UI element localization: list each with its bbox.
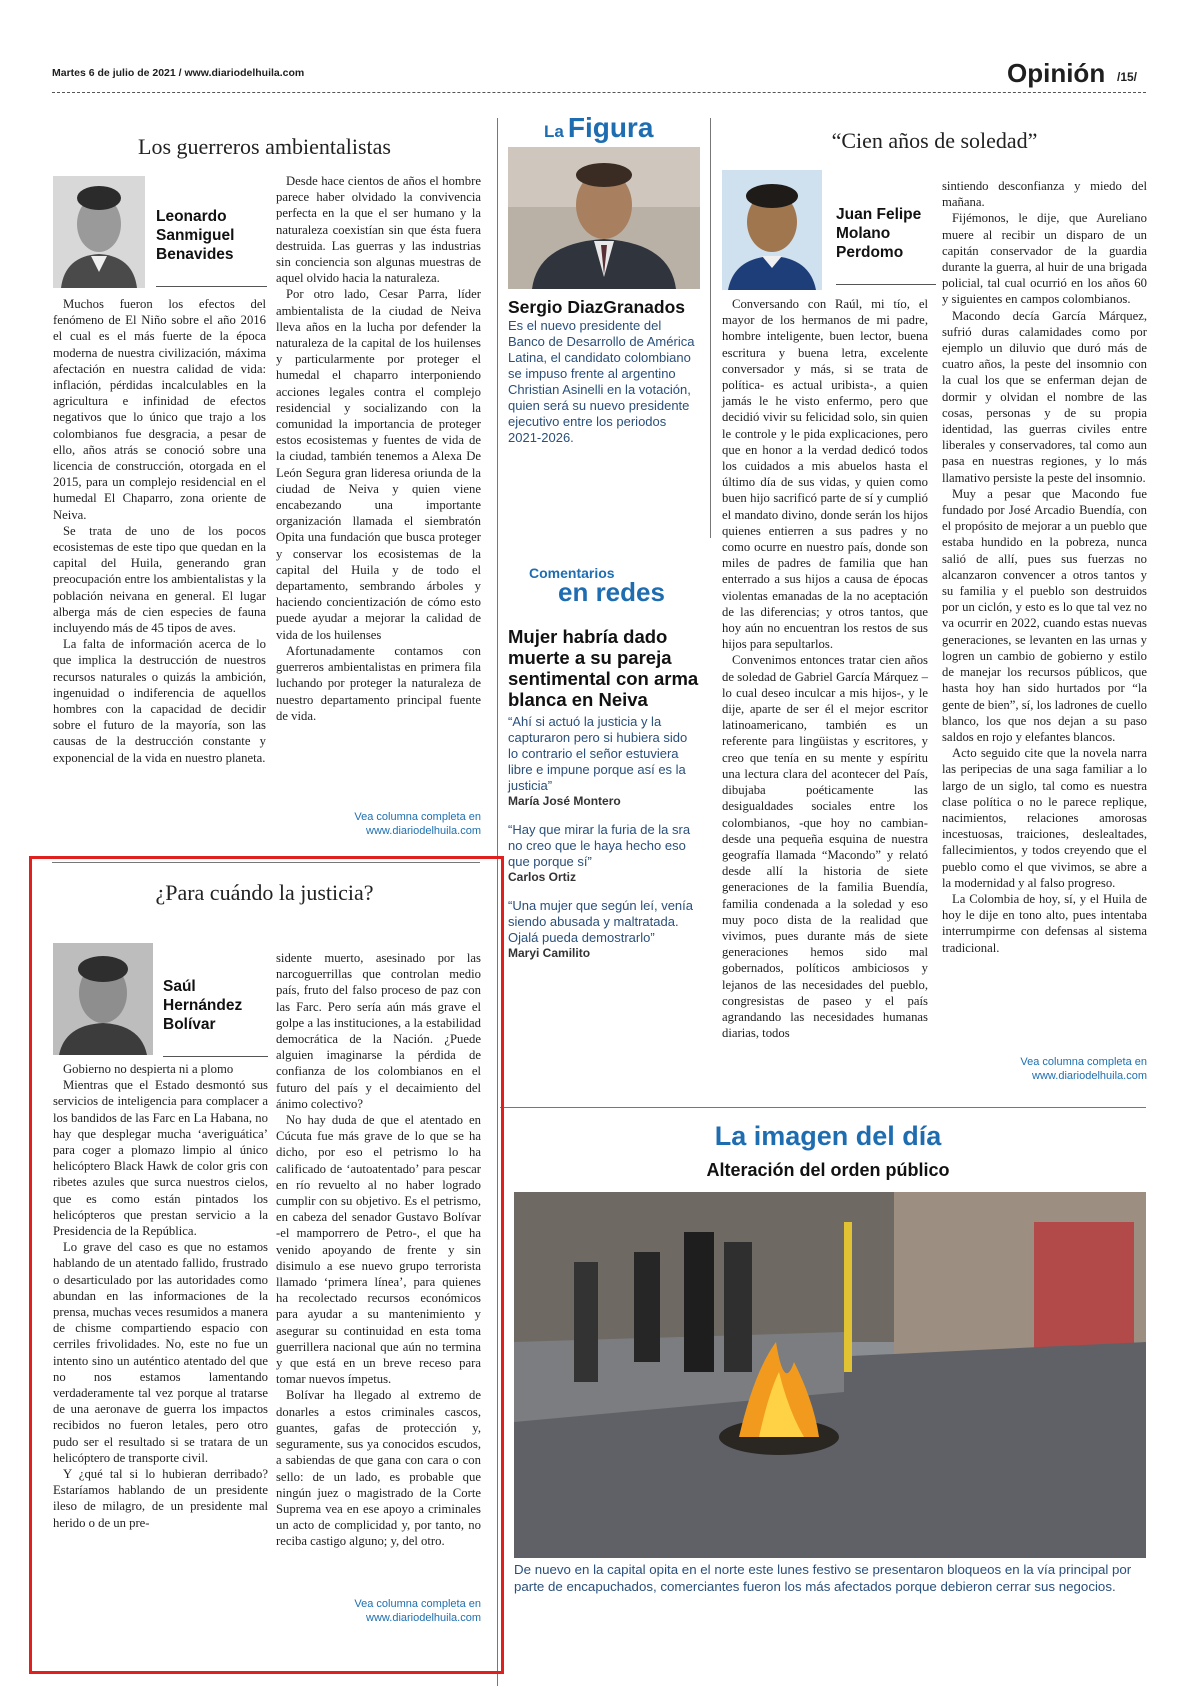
comment-item <box>508 822 698 884</box>
imagen-title: La imagen del día <box>714 1121 942 1151</box>
comment-list <box>508 714 698 960</box>
article2-column-2 <box>276 950 481 1550</box>
more-link-url[interactable]: www.diariodelhuila.com <box>366 1612 481 1624</box>
paragraph: Acto seguido cite que la novela narra las peripecias de una saga familiar a lo largo de un siglo, tal como es nuestra clase política o no le parece replique, nacimientos, relaciones amorosas incestuosas, traiciones, deslealtades, fallecimientos, y todos creyendo que el pueblo como el que vivimos, se abre a la modernidad y al falso progreso. <box>942 746 1147 890</box>
figura-logo-la: La <box>544 122 564 141</box>
comment-text: “Ahí si actuó la justicia y la capturaron pero si hubiera sido lo contrario el señor estuviera libre e impune porque así es la justicia” <box>508 714 688 793</box>
figura-logo-word: Figura <box>567 112 654 143</box>
paragraph: No hay duda de que el atentado en Cúcuta fue más grave de lo que se ha dicho, por eso el petrismo lo ha calificado de ‘autoatentado’ para pescar en río revuelto al no haber logrado cumplir con su objetivo. Es el petrismo, en cabeza del senador Gustavo Bolívar -el mamporrero de Petro-, el que ha venido apoyando de frente y sin disimulo a ese nuevo grupo terrorista llamado ‘primera línea’, para quienes ha recolectado recursos económicos para ayudar a su mantenimiento y asegurar su continuidad en esta toma guerrillera nacional que aún no termina y que está en un breve receso para tomar nuevos ímpetus. <box>276 1113 481 1387</box>
paragraph: Gobierno no despierta ni a plomo <box>63 1062 234 1076</box>
paragraph: Muchos fueron los efectos del fenómeno de El Niño sobre el año 2016 el cual es el más fuerte de la época moderna de nuestra civilización, máxima afectación en nuestra calidad de vida: inflación, pérdidas incalculables en la agricultura e infinidad de efectos negativos que lo único que trajo a los colombianos fue desgracia, a pesar de ello, años atrás se conoció sobre una licencia de construcción, otorgada en el 2015, para un complejo residencial en el humedal El Chaparro, zona oriente de Neiva. <box>53 297 266 522</box>
paragraph: Afortunadamente contamos con guerreros ambientalistas en primera fila luchando por proteger la naturaleza de nuestro departamento principal fuente de vida. <box>276 643 481 723</box>
figura-photo <box>508 147 700 289</box>
paragraph: La falta de información acerca de lo que implica la destrucción de nuestros recursos naturales o quizás la ambición, ingenuidad o indiferencia de aquellos hombres con la capacidad de decidir sobre el futuro de la mayoría, son las causas de la destrucción constante y exponencial de la vida en nuestro planeta. <box>53 637 266 765</box>
article2-more-link[interactable] <box>300 1597 481 1625</box>
article1-author: Leonardo Sanmiguel Benavides <box>156 208 235 263</box>
figura-text: Es el nuevo presidente del Banco de Desarrollo de América Latina, el candidato colombiano se impuso frente al argentino Christian Asinelli en la votación, quien será su nuevo presidente ejecutivo entre los periodos 2021-2026. <box>508 318 695 445</box>
paragraph: La Colombia de hoy, sí, y el Huila de hoy le dije en tono alto, pues intentaba interrumpirme con defensas al sistema tradicional. <box>942 891 1147 955</box>
paragraph: Conversando con Raúl, mi tío, el mayor de los hermanos de mi padre, hombre inteligente, buen lector, buena escritura y buena letra, excelente conversador y más, si se trata de política- es actual uribista-, a quien jamás le he visto enfermo, pero que decidió vivir su felicidad solo, sin quien le controle y le pida explicaciones, pero que en honor a la verdad dedicó todos los cuidados a mis abuelos hasta el último día de sus vidas, y quien como buen hijo sacrificó parte de sí y cumplió el mandato divino, donde serán los hijos quienes entierren a sus padres y no como ocurre en nuestro país, donde son miles de padres de familia que han enterrado a sus hijos a causa de épocas violentas emanadas de la no aceptación de las diferencias; y otros tantos, que hoy aún no encuentran los restos de sus hijos para sepultarlos. <box>722 297 928 652</box>
paragraph: Convenimos entonces tratar cien años de soledad de Gabriel García Márquez – lo cual deseo inculcar a mis hijos-, y le dije, aparte de ser él el mejor escritor latinoamericano, también es un referente para lingüistas y escritores, y creo que tenía en su mente y espíritu una lectura clara del acontecer del País, dibujaba poéticamente las desigualdades sociales entre los colombianos, -que hoy no cambian- desde una pequeña esquina de nuestra geografía llamada “Macondo” y relató desde allí la historia de siete generaciones de la familia Buendía, familia condenada a la soledad y eso muy poco dista de la realidad que vivimos, pues durante más de siete generaciones hemos sido mal gobernados, políticos ambiciosos y lejanos de las necesidades del pueblo, congresistas de paseo y el país agrandando las necesidades humanas diarias, todos <box>722 653 928 1041</box>
more-link-url[interactable]: www.diariodelhuila.com <box>1032 1070 1147 1082</box>
paragraph: sintiendo desconfianza y miedo del mañana. <box>942 179 1147 210</box>
more-link-text: Vea columna completa en <box>354 1598 481 1610</box>
imagen-subtitle: Alteración del orden público <box>706 1160 950 1180</box>
article1-more-link[interactable] <box>300 810 481 838</box>
author-photo-saul <box>53 943 153 1055</box>
en-redes-label: en redes <box>558 577 665 607</box>
article2-top-rule <box>52 862 480 863</box>
author-photo-juan <box>722 170 822 290</box>
bottom-right-divider <box>500 1107 1146 1108</box>
paragraph: Macondo decía García Márquez, sufrió duras calamidades como por ejemplo un diluvio que duró más de cuatro años, la peste del insomnio con la cual los que se enferman dejan de dormir y olvidan el nombre de las cosas, personas y de su propia identidad, las guerras civiles entre liberales y conservadores, tal como aun pasa en nuestras regiones, y lo más llamativo persiste la peste del insomnio. <box>942 308 1147 485</box>
comment-author: Maryi Camilito <box>508 946 591 960</box>
header-divider <box>52 92 1146 93</box>
article1-column-1 <box>53 296 266 766</box>
header-date-site: Martes 6 de julio de 2021 / www.diariodelhuila.com <box>52 67 305 79</box>
paragraph: Por otro lado, Cesar Parra, líder ambientalista de la ciudad de Neiva lleva años en la lucha por defender la naturaleza de la capital de los huilenses y particularmente por proteger el humedal el chaparro interponiendo acciones legales contra el complejo residencial y socializando con la comunidad la importancia de proteger estos ecosistemas y fuentes de vida de la ciudad, también tenemos a Alexa De León Segura gran lideresa oriunda de la ciudad de Neiva y quien viene encabezando una importante organización llamada el siembratón Opita una fundación que busca proteger y conservar los ecosistemas de la capital del Huila y de todo el departamento, sembrando árboles y haciendo concientización de cómo esto puede ayudar a mejorar la calidad de vida de los huilenses <box>276 287 481 642</box>
paragraph: Se trata de uno de los pocos ecosistemas de este tipo que quedan en la capital del Huila, generando gran preocupación entre los ambientalistas y la población neivana en general. El lugar alberga más de cien especies de fauna incluyendo más de 45 tipos de aves. <box>53 523 266 636</box>
figura-name: Sergio DiazGranados <box>508 297 685 317</box>
page-number: /15/ <box>1117 70 1138 84</box>
paragraph: Mientras que el Estado desmontó sus servicios de inteligencia para complacer a los bandidos de las Farc en La Habana, no hay que desplegar mucha ‘averiguática’ para coger a plomazo limpio al único helicóptero Black Hawk de color gris con ribetes azules que surca nuestros cielos, que es como están pintados los helicópteros que prestan servicio a la Presidencia de la República. <box>53 1078 268 1239</box>
author-underline <box>836 284 936 285</box>
comment-text: “Hay que mirar la furia de la sra no creo que le haya hecho eso que porque sí” <box>508 822 691 869</box>
paragraph: Y ¿qué tal si lo hubieran derribado? Estaríamos hablando de un presidente ileso de milagro, de un presidente mal herido o de un pre- <box>53 1467 268 1530</box>
article3-more-link[interactable] <box>966 1055 1147 1083</box>
comentarios-label: Comentarios <box>529 565 615 581</box>
article1-title: Los guerreros ambientalistas <box>138 134 391 159</box>
comentarios-headline: Mujer habría dado muerte a su pareja sentimental con arma blanca en Neiva <box>508 626 699 710</box>
imagen-photo <box>514 1192 1146 1558</box>
article1-column-2 <box>276 173 481 724</box>
author-underline <box>163 1056 268 1057</box>
middle-column-divider <box>710 118 711 538</box>
paragraph: Desde hace cientos de años el hombre parece haber olvidado la convivencia perfecta en la que el ser humano y la naturaleza coexistían sin que ésta fuera destruida. Las guerras y las industrias sin conciencia son algunas muestras de aquel olvido hacia la naturaleza. <box>276 174 481 286</box>
comment-item <box>508 898 698 960</box>
author-underline <box>156 286 267 287</box>
imagen-caption: De nuevo en la capital opita en el norte este lunes festivo se presentaron bloqueos en la vía principal por parte de encapuchados, comerciantes fueron los más afectados porque debieron cerrar sus negocios. <box>514 1562 1132 1594</box>
comment-item <box>508 714 698 808</box>
article3-title: “Cien años de soledad” <box>831 128 1038 153</box>
paragraph: sidente muerto, asesinado por las narcoguerrillas que controlan medio país, fruto del falso proceso de paz con las Farc. Pero sería aún más grave el golpe a las instituciones, a la estabilidad democrática de la Nación. ¿Puede alguien imaginarse la pérdida de confianza de los colombianos en el futuro del país y el decaimiento del ánimo colectivo? <box>276 951 481 1111</box>
article3-column-2 <box>942 178 1147 956</box>
section-title: Opinión <box>1007 58 1106 88</box>
paragraph: Fijémonos, le dije, que Aureliano muere al recibir un disparo de un capitán conservador de la guardia durante la guerra, al huir de una brigada policial, tal cual ocurrió en los años 60 y siguientes en campos colombianos. <box>942 211 1147 307</box>
article3-author: Juan Felipe Molano Perdomo <box>836 206 922 261</box>
more-link-text: Vea columna completa en <box>354 811 481 823</box>
article3-column-1 <box>722 296 928 1041</box>
author-photo-leonardo <box>53 176 145 288</box>
article2-column-1 <box>53 1061 268 1531</box>
paragraph: Lo grave del caso es que no estamos hablando de un atentado fallido, frustrado o desarticulado por las autoridades como abundan en las informaciones de la prensa, muchas veces resumidos a manera de chisme compartiendo espacio con cerriles frivolidades. No, este no fue un intento sino un auténtico atentado del que no nos estamos lamentando verdaderamente tal vez porque al tratarse de una aeronave de guerra los impactos recibidos no fueron letales, pero otro pudo ser el resultado si se tratara de un helicóptero de transporte civil. <box>53 1240 268 1465</box>
comment-author: María José Montero <box>508 794 621 808</box>
article2-title: ¿Para cuándo la justicia? <box>155 880 374 905</box>
comment-text: “Una mujer que según leí, venía siendo abusada y maltratada. Ojalá pueda demostrarlo” <box>508 898 693 945</box>
paragraph: Bolívar ha llegado al extremo de donarles a estos criminales cascos, guantes, gafas de protección y, seguramente, sus ya conocidos escudos, a sabiendas de que gana con cara o con sello: de un lado, es probable que ningún juez o magistrado de la Corte Suprema vea en ese apoyo a criminales un acto de complicidad y, por tanto, no reciba castigo alguno; y, del otro. <box>276 1388 481 1549</box>
comment-author: Carlos Ortiz <box>508 870 577 884</box>
more-link-url[interactable]: www.diariodelhuila.com <box>366 825 481 837</box>
paragraph: Muy a pesar que Macondo fue fundado por José Arcadio Buendía, con el propósito de mejorar a un pueblo que estaba hundido en la pobreza, nunca salió de allí, pues sus fuerzas no alcanzaron convencer a otros tantos y su familia y el pueblo son destruidos por un ciclón, y esto es lo que tal vez no va ocurrir en 2022, cuando estas nuevas generaciones, se levanten en las urnas y logren un cambio de gobierno y estilo de manejar los recursos públicos, que hasta hoy han sido hurtados por “la gente de bien”, sí, los ladrones de cuello blanco, los que nos dejan a su paso saldos en rojo y elefantes blancos. <box>942 486 1147 744</box>
more-link-text: Vea columna completa en <box>1020 1056 1147 1068</box>
article2-author: Saúl Hernández Bolívar <box>163 978 243 1033</box>
figura-logo <box>544 112 653 144</box>
